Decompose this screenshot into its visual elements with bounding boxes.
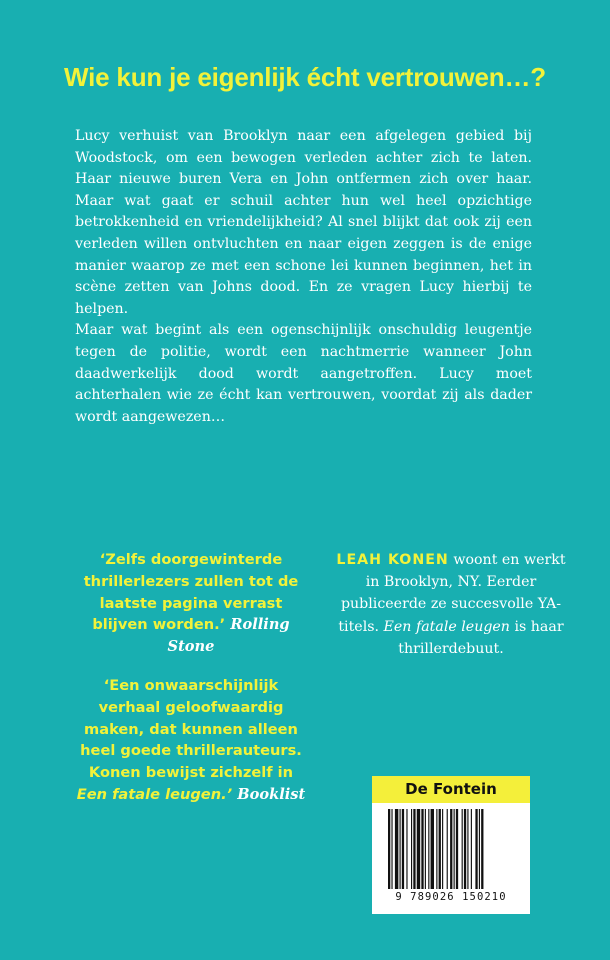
barcode-bar	[479, 809, 480, 889]
isbn-number: 9 789026 150210	[395, 891, 507, 903]
barcode-bar	[471, 809, 472, 889]
barcode-bar	[475, 809, 477, 889]
barcode-bar	[428, 809, 429, 889]
author-book-title: Een fatale leugen	[383, 618, 510, 635]
barcode-bar	[395, 809, 398, 889]
barcode-bar	[436, 809, 437, 889]
barcode-bar	[431, 809, 434, 889]
review-quote-1	[76, 549, 306, 658]
barcode-bar	[391, 809, 392, 889]
barcode-bar	[442, 809, 443, 889]
barcode-bar	[402, 809, 404, 889]
author-bio-text-2: is haar thrillerdebuut.	[398, 618, 564, 657]
barcode-bar	[411, 809, 412, 889]
publisher-name: De Fontein	[372, 776, 530, 803]
quote-1-text: ‘Zelfs doorgewinterde thrillerlezers zullen tot de laatste pagina verrast blijven worden.’	[83, 551, 299, 634]
barcode-bar	[406, 809, 407, 889]
review-quote-2	[76, 675, 306, 806]
barcode-bar	[454, 809, 455, 889]
barcode-bar	[388, 809, 390, 889]
author-name: LEAH KONEN	[336, 552, 449, 568]
barcode-label	[372, 776, 530, 914]
barcode-bar	[464, 809, 466, 889]
author-bio-text-1: woont en werkt in Brooklyn, NY. Eerder publiceerde ze succesvolle YA-titels.	[338, 552, 566, 635]
barcode-bar	[425, 809, 426, 889]
barcode-bar	[450, 809, 452, 889]
barcode-bar	[467, 809, 468, 889]
barcode-bar	[413, 809, 415, 889]
barcode-bar	[447, 809, 448, 889]
barcode-bar	[456, 809, 458, 889]
review-quotes	[76, 549, 306, 823]
barcode-bar	[417, 809, 420, 889]
barcode-icon	[388, 809, 514, 889]
barcode-bar	[462, 809, 463, 889]
quote-1-source: Rolling Stone	[167, 616, 290, 656]
barcode-bar	[439, 809, 441, 889]
barcode-bar	[421, 809, 423, 889]
quote-2-source: Booklist	[237, 785, 306, 803]
barcode-bar	[400, 809, 401, 889]
quote-2-book-title: Een fatale leugen.’	[76, 785, 233, 803]
blurb-paragraph-2: Maar wat begint als een ogenschijnlijk onschuldig leugentje tegen de politie, wordt een nachtmerrie wanneer John daadwerkelijk dood wordt aangetroffen. Lucy moet achterhalen wie ze écht kan vertrouwen, voordat zij als dader wordt aangewezen…	[75, 322, 532, 425]
barcode-bar	[481, 809, 483, 889]
author-bio	[336, 549, 566, 660]
blurb	[75, 126, 532, 428]
blurb-paragraph-1: Lucy verhuist van Brooklyn naar een afgelegen gebied bij Woodstock, om een bewogen verleden achter zich te laten. Haar nieuwe buren Vera en John ontfermen zich over haar. Maar wat gaat er schuil achter hun wel heel opzichtige betrokkenheid en vriendelijkheid? Al snel blijkt dat ook zij een verleden willen ontvluchten en naar eigen zeggen is de enige manier waarop ze met een schone lei kunnen beginnen, het in scène zetten van Johns dood. En ze vragen Lucy hierbij te helpen.	[75, 128, 532, 317]
quote-2-text: ‘Een onwaarschijnlijk verhaal geloofwaardig maken, dat kunnen alleen heel goede thrillerauteurs. Konen bewijst zichzelf in	[80, 676, 302, 782]
headline: Wie kun je eigenlijk écht vertrouwen…?	[64, 62, 546, 92]
